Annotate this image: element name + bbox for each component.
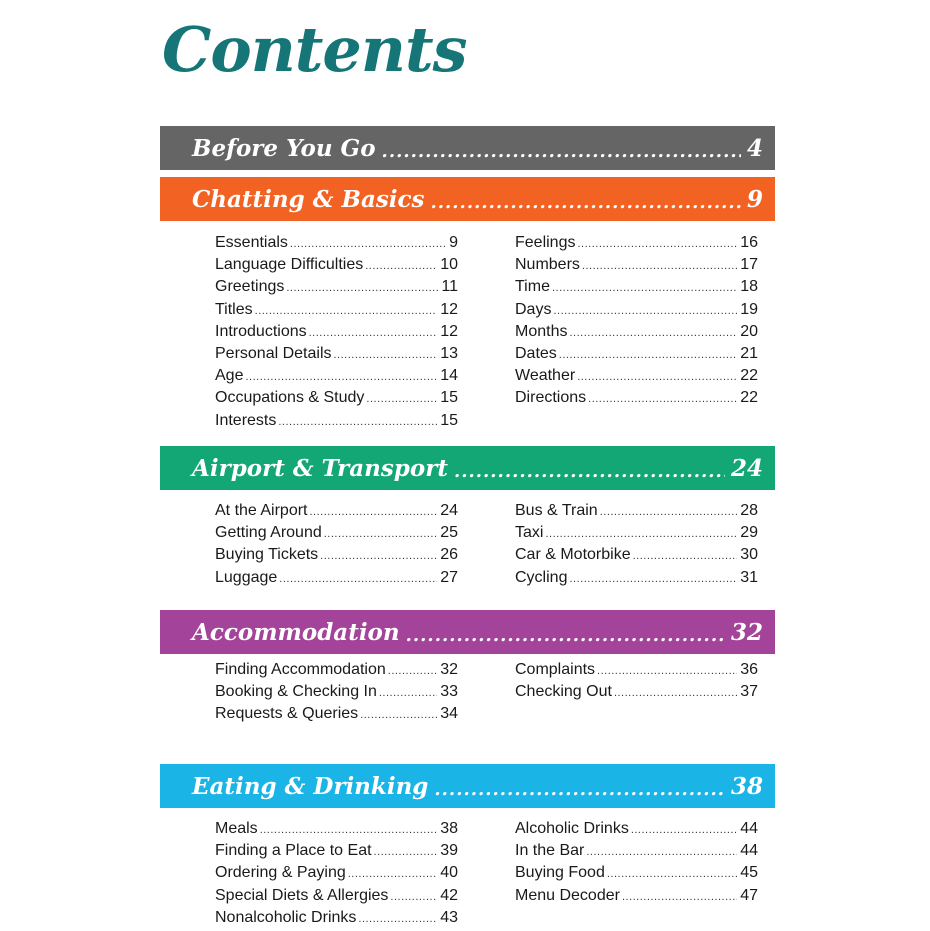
toc-entry-title: Complaints [515,661,596,678]
toc-entry[interactable] [215,412,458,434]
toc-entry-page-number: 26 [440,546,458,564]
toc-entry-page-number: 43 [440,908,458,926]
toc-entry-title: Occupations & Study [215,389,365,407]
toc-entry-title: Special Diets & Allergies [215,886,389,904]
toc-entry[interactable] [515,502,758,524]
toc-entry-page-number: 39 [440,842,458,860]
toc-entry-title: Car & Motorbike [515,546,631,564]
toc-entry-title: Feelings [515,234,576,251]
toc-entry-page-number: 22 [740,367,758,385]
toc-entry-page-number: 33 [440,683,458,701]
dot-leader [577,371,737,383]
toc-entry-title: Alcoholic Drinks [515,820,629,837]
section-page-number: 32 [730,618,763,646]
dot-leader [366,393,437,405]
toc-entry-page-number: 12 [440,300,458,318]
toc-entry-title: Buying Tickets [215,546,319,564]
toc-entry[interactable] [215,864,458,886]
toc-entry-page-number: 15 [440,389,458,407]
toc-entry-page-number: 19 [740,300,758,318]
dot-leader [454,461,725,482]
dot-leader [245,371,437,383]
section-title: Airport & Transport [192,454,448,482]
toc-entry-title: Titles [215,300,253,318]
dot-leader [260,824,438,836]
toc-entry-title: Menu Decoder [515,886,620,904]
dot-leader [607,868,737,880]
dot-leader [360,709,437,721]
toc-entry[interactable] [515,345,758,367]
toc-entry-page-number: 36 [740,661,758,678]
section-header-airport-and-transport[interactable] [160,446,775,490]
toc-entry[interactable] [515,864,758,886]
toc-entry-page-number: 9 [449,234,458,251]
toc-entry[interactable] [515,842,758,864]
toc-entry[interactable] [215,367,458,389]
dot-leader [309,327,438,339]
dot-leader [388,665,437,677]
toc-entry-page-number: 44 [740,820,758,837]
toc-entry-title: Introductions [215,322,307,340]
toc-entry-page-number: 45 [740,864,758,882]
toc-entry-page-number: 15 [440,411,458,429]
toc-entry-title: Meals [215,820,258,837]
section-header-eating-and-drinking[interactable] [160,764,775,808]
page-title: Contents [162,13,467,86]
toc-entry[interactable] [215,569,458,591]
toc-column-right [515,820,758,909]
dot-leader [582,260,737,272]
toc-entry-page-number: 32 [440,661,458,678]
toc-entry-title: Language Difficulties [215,256,364,274]
toc-column-left [215,234,458,434]
toc-entry-title: Finding a Place to Eat [215,842,372,860]
section-title: Chatting & Basics [192,185,425,213]
toc-entry[interactable] [515,546,758,568]
toc-entry-page-number: 21 [740,344,758,362]
toc-entry[interactable] [215,887,458,909]
dot-leader [553,305,737,317]
toc-entry[interactable] [515,301,758,323]
dot-leader [334,349,438,361]
dot-leader [552,282,737,294]
toc-entry-title: Greetings [215,278,285,296]
toc-column-right [515,234,758,412]
dot-leader [586,846,737,858]
toc-entry-page-number: 34 [440,705,458,723]
toc-entry-title: Months [515,322,568,340]
toc-entry-page-number: 20 [740,322,758,340]
toc-entry[interactable] [215,345,458,367]
dot-leader [577,238,737,250]
toc-entry-title: Personal Details [215,344,332,362]
toc-entry[interactable] [515,234,758,256]
toc-entry[interactable] [215,278,458,300]
toc-entry-page-number: 30 [740,546,758,564]
dot-leader [255,305,438,317]
section-title: Before You Go [192,134,376,162]
toc-entry-page-number: 31 [740,568,758,586]
toc-entry[interactable] [215,524,458,546]
toc-entry[interactable] [215,661,458,683]
section-page-number: 38 [730,772,763,800]
dot-leader [390,891,437,903]
toc-entry[interactable] [515,569,758,591]
section-title: Eating & Drinking [192,772,429,800]
toc-entry[interactable] [215,323,458,345]
toc-entry-title: Age [215,367,244,385]
dot-leader [320,550,437,562]
section-page-number: 9 [746,185,763,213]
toc-entry-title: Ordering & Paying [215,864,346,882]
toc-entry[interactable] [515,256,758,278]
toc-entry-page-number: 22 [740,389,758,407]
section-header-accommodation[interactable] [160,610,775,654]
toc-entry-page-number: 29 [740,524,758,542]
toc-entry[interactable] [215,301,458,323]
dot-leader [545,528,737,540]
toc-entry-title: Getting Around [215,524,322,542]
toc-entry-title: Time [515,278,550,296]
dot-leader [279,573,437,585]
toc-column-left [215,502,458,591]
toc-entry[interactable] [515,524,758,546]
toc-entry-page-number: 47 [740,886,758,904]
dot-leader [559,349,737,361]
dot-leader [290,238,446,250]
toc-entry-page-number: 25 [440,524,458,542]
toc-entry[interactable] [215,842,458,864]
toc-entry-title: Dates [515,344,557,362]
toc-entry-page-number: 40 [440,864,458,882]
toc-entry[interactable] [515,367,758,389]
dot-leader [382,141,741,162]
dot-leader [588,393,737,405]
dot-leader [631,824,737,836]
toc-entry[interactable] [515,683,758,705]
toc-entry[interactable] [215,909,458,931]
dot-leader [614,687,737,699]
toc-entry-title: Cycling [515,568,568,586]
toc-entry[interactable] [515,661,758,683]
toc-entry-title: Taxi [515,524,544,542]
toc-entry-page-number: 17 [740,256,758,274]
dot-leader [358,913,437,925]
toc-entry-page-number: 38 [440,820,458,837]
toc-entry-page-number: 16 [740,234,758,251]
toc-entry-title: Checking Out [515,683,612,701]
toc-entry[interactable] [215,502,458,524]
dot-leader [379,687,437,699]
toc-entry[interactable] [515,278,758,300]
dot-leader [600,506,738,518]
dot-leader [434,779,725,800]
toc-entry-page-number: 42 [440,886,458,904]
toc-entry-title: Booking & Checking In [215,683,377,701]
toc-entry-title: At the Airport [215,502,308,519]
toc-entry-title: Buying Food [515,864,605,882]
toc-entry[interactable] [215,234,458,256]
toc-entry-page-number: 18 [740,278,758,296]
dot-leader [633,550,738,562]
section-page-number: 4 [746,134,763,162]
toc-entry[interactable] [215,389,458,411]
dot-leader [430,192,741,213]
dot-leader [278,416,437,428]
toc-entry-page-number: 24 [440,502,458,519]
toc-entry-title: Nonalcoholic Drinks [215,908,357,926]
section-title: Accommodation [192,618,400,646]
toc-entry[interactable] [215,546,458,568]
toc-entry[interactable] [515,389,758,411]
toc-entry-title: Interests [215,411,277,429]
dot-leader [406,625,725,646]
toc-entry-page-number: 10 [440,256,458,274]
dot-leader [374,846,438,858]
toc-entry-page-number: 37 [740,683,758,701]
section-page-number: 24 [730,454,763,482]
toc-column-right [515,661,758,705]
toc-column-left [215,661,458,728]
toc-entry[interactable] [215,820,458,842]
toc-entry[interactable] [515,887,758,909]
dot-leader [622,891,737,903]
toc-entry-page-number: 11 [441,278,458,296]
toc-entry-title: Numbers [515,256,580,274]
toc-column-right [515,502,758,591]
dot-leader [310,506,438,518]
dot-leader [569,327,737,339]
dot-leader [569,573,737,585]
section-header-chatting-and-basics[interactable] [160,177,775,221]
toc-entry-title: Requests & Queries [215,705,359,723]
toc-entry-page-number: 12 [440,322,458,340]
toc-entry-title: Essentials [215,234,288,251]
toc-entry-title: Weather [515,367,576,385]
section-header-before-you-go[interactable] [160,126,775,170]
toc-entry-title: Directions [515,389,587,407]
toc-entry[interactable] [215,705,458,727]
dot-leader [348,868,437,880]
toc-entry-title: Days [515,300,552,318]
toc-entry-page-number: 44 [740,842,758,860]
toc-entry-title: Finding Accommodation [215,661,386,678]
toc-entry[interactable] [515,323,758,345]
toc-entry-page-number: 14 [440,367,458,385]
toc-entry[interactable] [215,256,458,278]
toc-entry[interactable] [515,820,758,842]
toc-entry-page-number: 28 [740,502,758,519]
toc-entry-page-number: 27 [440,568,458,586]
toc-entry-title: In the Bar [515,842,585,860]
dot-leader [286,282,438,294]
toc-entry-title: Luggage [215,568,278,586]
dot-leader [324,528,437,540]
dot-leader [365,260,437,272]
toc-column-left [215,820,458,931]
toc-entry-page-number: 13 [440,344,458,362]
toc-entry[interactable] [215,683,458,705]
toc-entry-title: Bus & Train [515,502,598,519]
dot-leader [597,665,737,677]
